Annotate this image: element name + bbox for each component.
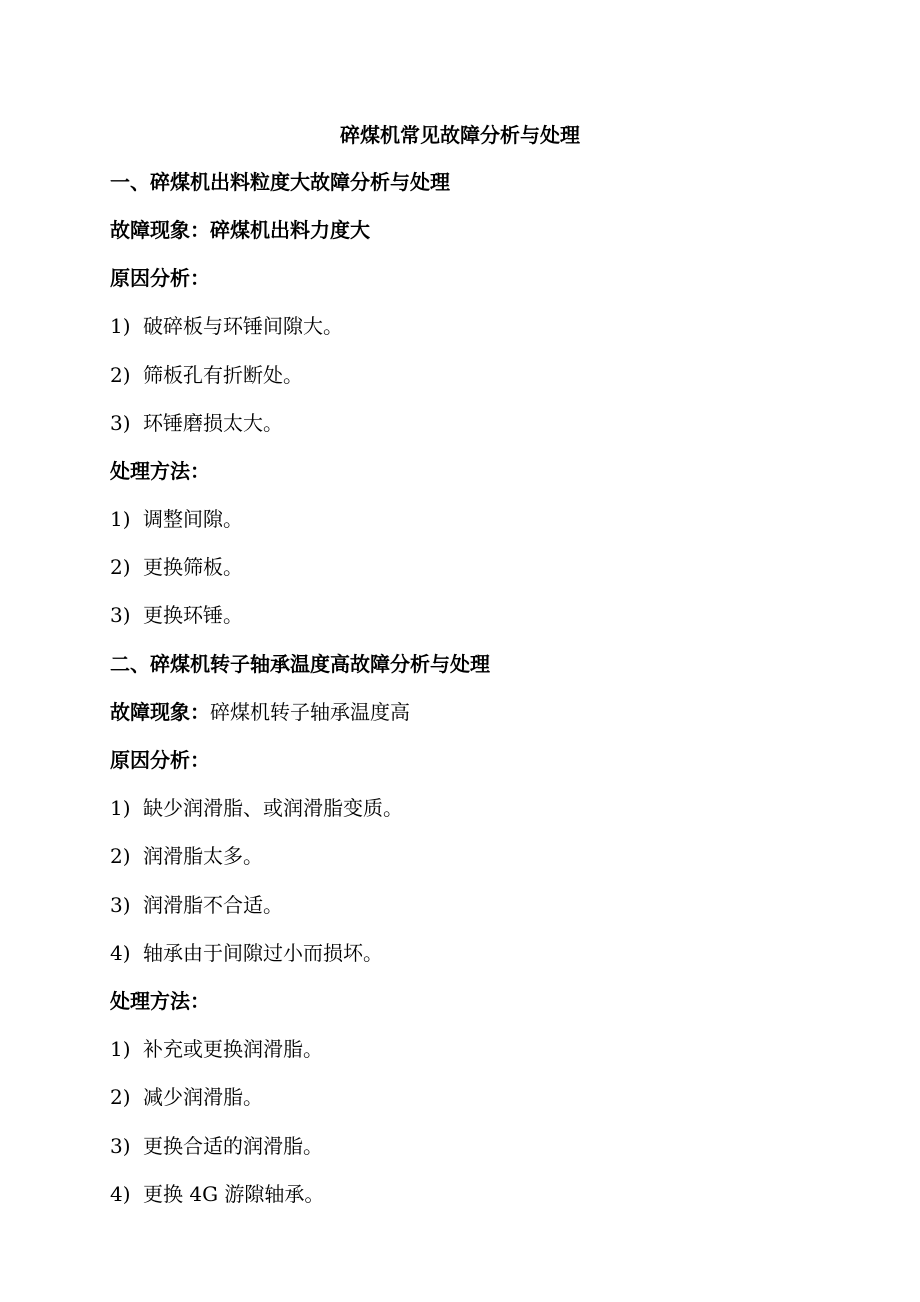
section1-symptom-text: 碎煤机出料力度大	[210, 218, 370, 242]
list-item	[110, 842, 263, 870]
list-item-number: 3)	[110, 603, 131, 627]
list-item-text: 缺少润滑脂、或润滑脂变质。	[143, 796, 403, 820]
list-item-text: 润滑脂不合适。	[143, 893, 283, 917]
section2-cause-label: 原因分析：	[110, 748, 210, 772]
list-item-text: 润滑脂太多。	[143, 844, 263, 868]
list-item-text: 破碎板与环锤间隙大。	[143, 314, 343, 338]
list-item-number: 2)	[110, 1085, 131, 1109]
list-item	[110, 1180, 324, 1208]
list-item-number: 1)	[110, 796, 131, 820]
section2-symptom-text: 碎煤机转子轴承温度高	[210, 700, 410, 724]
list-item-number: 1)	[110, 507, 131, 531]
list-item	[110, 1035, 323, 1063]
list-item-text: 轴承由于间隙过小而损坏。	[143, 941, 383, 965]
list-item	[110, 361, 303, 389]
list-item-text: 减少润滑脂。	[143, 1085, 263, 1109]
list-item	[110, 553, 243, 581]
list-item	[110, 794, 403, 822]
list-item	[110, 891, 283, 919]
section2-symptom-label: 故障现象：	[110, 700, 210, 724]
list-item-number: 2)	[110, 844, 131, 868]
section1-symptom-label: 故障现象：	[110, 218, 210, 242]
section1-heading: 一、碎煤机出料粒度大故障分析与处理	[110, 170, 450, 194]
section1-method-label: 处理方法：	[110, 459, 210, 483]
list-item-number: 1)	[110, 314, 131, 338]
list-item-text: 更换合适的润滑脂。	[143, 1134, 323, 1158]
list-item	[110, 601, 243, 629]
list-item-number: 3)	[110, 893, 131, 917]
list-item-number: 3)	[110, 1134, 131, 1158]
list-item-number: 3)	[110, 411, 131, 435]
list-item-number: 4)	[110, 941, 131, 965]
list-item-text: 环锤磨损太大。	[143, 411, 283, 435]
list-item	[110, 1083, 263, 1111]
list-item-number: 2)	[110, 555, 131, 579]
list-item-text: 更换 4G 游隙轴承。	[143, 1182, 325, 1206]
list-item	[110, 409, 283, 437]
list-item-number: 1)	[110, 1037, 131, 1061]
document-title: 碎煤机常见故障分析与处理	[340, 123, 580, 147]
list-item	[110, 1132, 323, 1160]
section2-method-label: 处理方法：	[110, 989, 210, 1013]
section2-heading: 二、碎煤机转子轴承温度高故障分析与处理	[110, 652, 490, 676]
list-item-number: 4)	[110, 1182, 131, 1206]
list-item-text: 筛板孔有折断处。	[143, 363, 303, 387]
list-item-text: 调整间隙。	[143, 507, 243, 531]
section1-cause-label: 原因分析：	[110, 266, 210, 290]
list-item-text: 更换筛板。	[143, 555, 243, 579]
list-item	[110, 505, 243, 533]
list-item	[110, 312, 343, 340]
list-item-text: 补充或更换润滑脂。	[143, 1037, 323, 1061]
section2-symptom	[110, 698, 410, 726]
list-item	[110, 939, 383, 967]
list-item-number: 2)	[110, 363, 131, 387]
list-item-text: 更换环锤。	[143, 603, 243, 627]
section1-symptom	[110, 216, 370, 244]
